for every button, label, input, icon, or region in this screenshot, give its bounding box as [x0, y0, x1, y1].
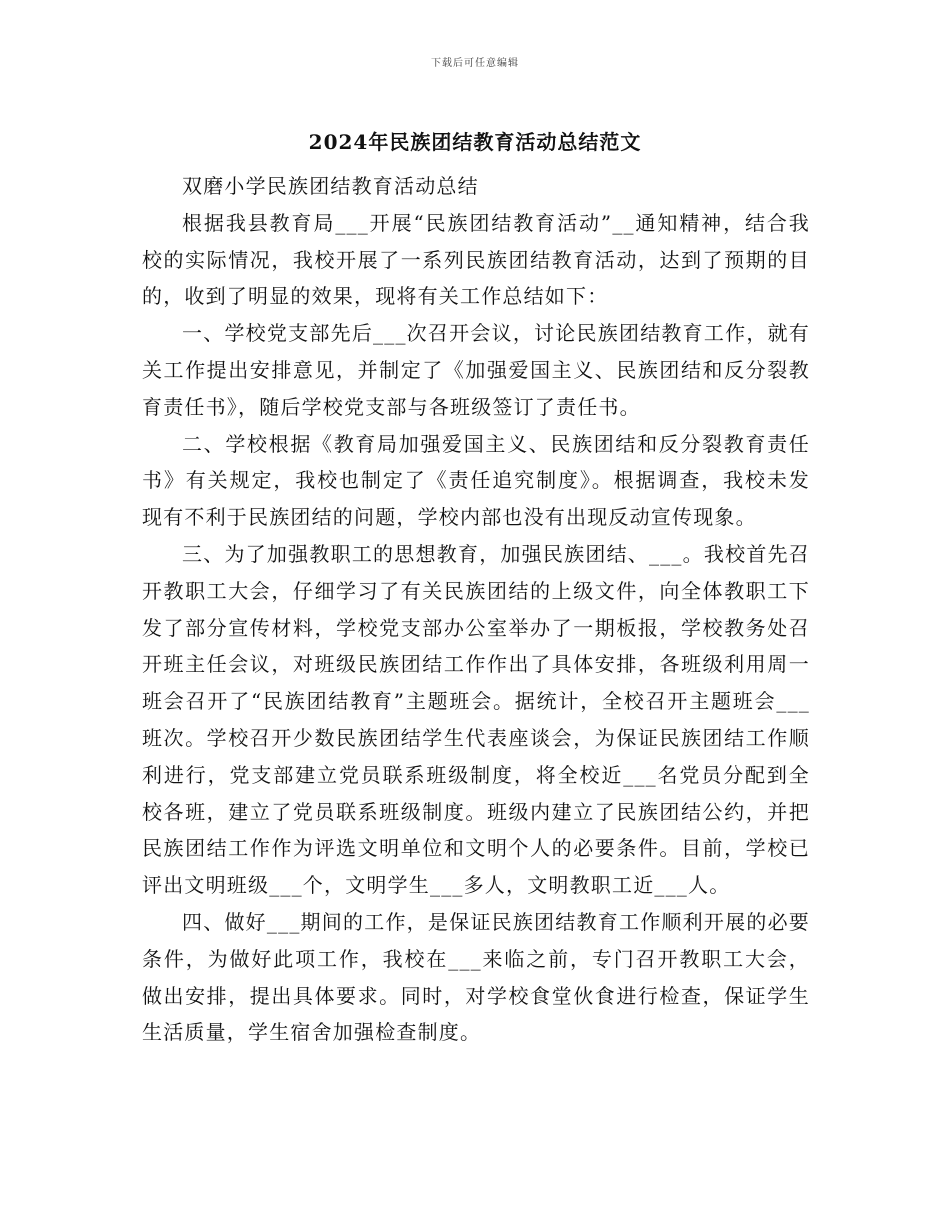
document-body	[142, 168, 810, 1051]
subtitle-paragraph: 双磨小学民族团结教育活动总结	[182, 174, 479, 198]
section-one-paragraph: 一、学校党支部先后___次召开会议，讨论民族团结教育工作，就有关工作提出安排意见，并制定了《加强爱国主义、民族团结和反分裂教育责任书》，随后学校党支部与各班级签订了责任书。	[142, 321, 810, 419]
document-title: 2024年民族团结教育活动总结范文	[308, 130, 642, 154]
section-four-paragraph: 四、做好___期间的工作，是保证民族团结教育工作顺利开展的必要条件，为做好此项工作，我校在___来临之前，专门召开教职工大会，做出安排，提出具体要求。同时，对学校食堂伙食进行检查，保证学生生活质量，学生宿舍加强检查制度。	[142, 909, 810, 1045]
header-note: 下载后可任意编辑	[431, 58, 519, 69]
section-three-paragraph: 三、为了加强教职工的思想教育，加强民族团结、___。我校首先召开教职工大会，仔细学习了有关民族团结的上级文件，向全体教职工下发了部分宣传材料，学校党支部办公室举办了一期板报，学校教务处召开班主任会议，对班级民族团结工作作出了具体安排，各班级利用周一班会召开了“民族团结教育”主题班会。据统计，全校召开主题班会___班次。学校召开少数民族团结学生代表座谈会，为保证民族团结工作顺利进行，党支部建立党员联系班级制度，将全校近___名党员分配到全校各班，建立了党员联系班级制度。班级内建立了民族团结公约，并把民族团结工作作为评选文明单位和文明个人的必要条件。目前，学校已评出文明班级___个，文明学生___多人，文明教职工近___人。	[142, 541, 810, 898]
intro-paragraph: 根据我县教育局___开展“民族团结教育活动”__通知精神，结合我校的实际情况，我校开展了一系列民族团结教育活动，达到了预期的目的，收到了明显的效果，现将有关工作总结如下：	[142, 210, 810, 309]
section-two-paragraph: 二、学校根据《教育局加强爱国主义、民族团结和反分裂教育责任书》有关规定，我校也制定了《责任追究制度》。根据调查，我校未发现有不利于民族团结的问题，学校内部也没有出现反动宣传现象。	[142, 431, 810, 530]
